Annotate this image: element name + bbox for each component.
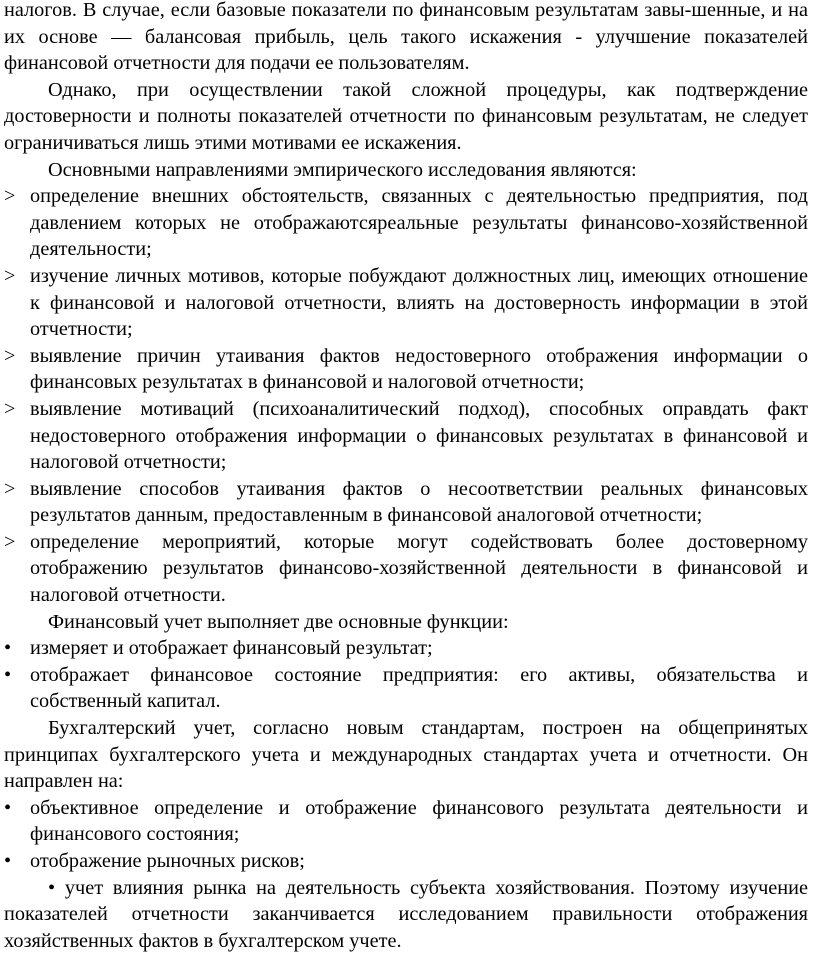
list-item — [4, 662, 808, 715]
arrow-marker: > — [4, 344, 16, 367]
list-item — [4, 795, 808, 848]
list-item-text: изучение личных мотивов, которые побуждают должностных лиц, имеющих отношение к финансовой и налоговой отчетности, влиять на достоверность информации в этой отчетности; — [30, 264, 808, 341]
paragraph-accounting: Бухгалтерский учет, согласно новым стандартам, построен на общепринятых принципах бухгалтерского учета и международных стандартах учета и отчетности. Он направлен на: — [4, 717, 808, 793]
paragraph-research-heading: Основными направлениями эмпирического исследования являются: — [48, 158, 637, 181]
list-item-text: выявление причин утаивания фактов недостоверного отображения информации о финансовых результатах в финансовой и налоговой отчетности; — [30, 344, 808, 394]
arrow-marker: > — [4, 477, 16, 500]
list-item — [4, 635, 808, 662]
paragraph-intro: налогов. В случае, если базовые показатели по финансовым результатам завы-шенные, и на их основе — балансовая прибыль, цель такого искажения - улучшение показателей финансовой отчетности для подачи ее пользователям. — [4, 0, 808, 75]
arrow-marker: > — [4, 530, 16, 553]
list-item-text: измеряет и отображает финансовый результат; — [30, 637, 433, 660]
list-item — [4, 848, 808, 875]
paragraph-financial-functions: Финансовый учет выполняет две основные функции: — [48, 610, 509, 633]
list-item — [4, 343, 808, 396]
list-item-text: объективное определение и отображение финансового результата деятельности и финансового состояния; — [30, 796, 808, 846]
list-item-text: определение внешних обстоятельств, связанных с деятельностью предприятия, под давлением которых не отображаютсяреальные результаты финансово-хозяйственной деятельности; — [30, 185, 808, 261]
list-item-text: выявление способов утаивания фактов о несоответствии реальных финансовых результатов данным, предоставленным в финансовой аналоговой отчетности; — [30, 477, 808, 527]
arrow-marker: > — [4, 185, 16, 208]
list-item — [4, 183, 808, 263]
accounting-goals-list — [4, 795, 808, 875]
bullet-marker: • — [4, 637, 12, 660]
list-item — [4, 396, 808, 476]
paragraph-market-influence: • учет влияния рынка на деятельность субъекта хозяйствования. Поэтому изучение показателей отчетности заканчивается исследованием правильности отображения хозяйственных фактов в бухгалтерском учете. — [4, 876, 808, 952]
list-item-text: выявление мотиваций (психоаналитический подход), способных оправдать факт недостоверного отображения информации о финансовых результатах в финансовой и налоговой отчетности; — [30, 397, 808, 474]
research-directions-list — [4, 183, 808, 609]
bullet-marker: • — [4, 796, 12, 819]
bullet-marker: • — [4, 850, 12, 872]
list-item-text: отображение рыночных рисков; — [30, 850, 305, 872]
list-item — [4, 529, 808, 609]
list-item-text: определение мероприятий, которые могут содействовать более достоверному отображению результатов финансово-хозяйственной деятельности в финансовой и налоговой отчетности. — [30, 530, 808, 607]
list-item — [4, 263, 808, 343]
arrow-marker: > — [4, 397, 16, 420]
paragraph-however: Однако, при осуществлении такой сложной процедуры, как подтверждение достоверности и полноты показателей отчетности по финансовым результатам, не следует ограничиваться лишь этими мотивами ее искажения. — [4, 78, 808, 154]
list-item — [4, 476, 808, 529]
financial-functions-list — [4, 635, 808, 715]
bullet-marker: • — [4, 663, 12, 686]
list-item-text: отображает финансовое состояние предприятия: его активы, обязательства и собственный капитал. — [30, 663, 808, 713]
arrow-marker: > — [4, 264, 16, 287]
